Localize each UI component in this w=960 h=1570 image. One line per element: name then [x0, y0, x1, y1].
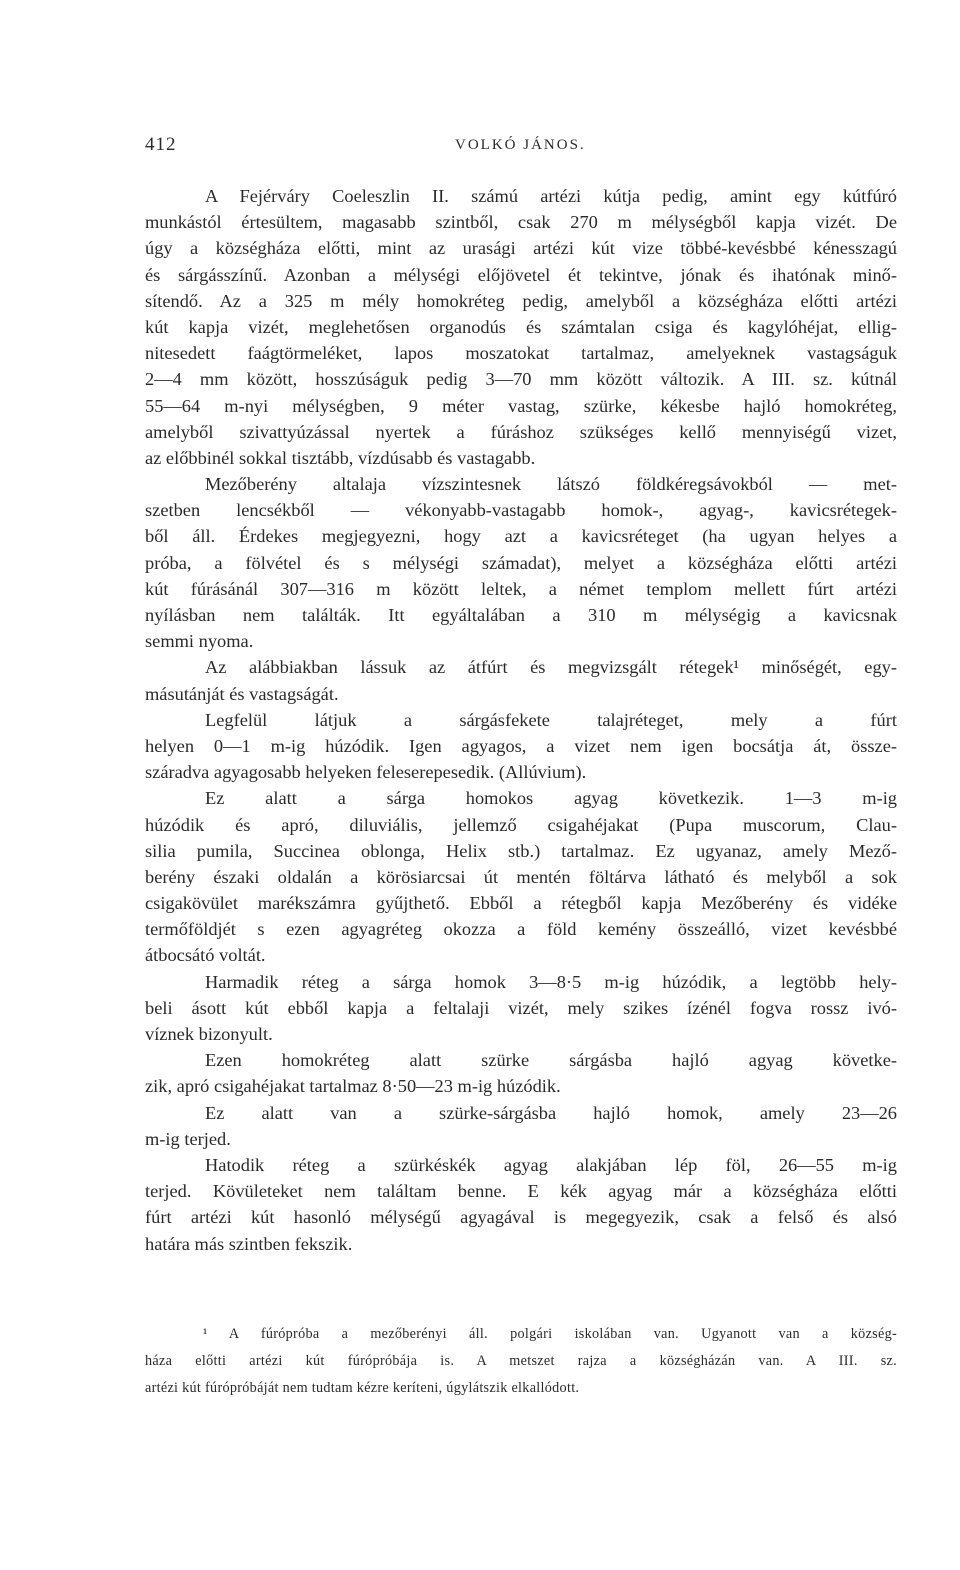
paragraph-line: beli ásott kút ebből kapja a feltalaji vizét, mely szikes ízénél fogva rossz ivó- [145, 997, 897, 1018]
paragraph-line: berény északi oldalán a körösiarcsai út mentén föltárva látható és melyből a sok [145, 866, 897, 887]
footnote-line: háza előtti artézi kút fúrópróbája is. A metszet rajza a községházán van. A III. sz. [145, 1353, 897, 1369]
paragraph-line: Ez alatt a sárga homokos agyag következik. 1—3 m-ig [205, 788, 897, 809]
paragraph-line: terjed. Kövületeket nem találtam benne. E kék agyag már a községháza előtti [145, 1181, 897, 1202]
paragraph-line: húzódik és apró, diluviális, jellemző csigahéjakat (Pupa muscorum, Clau- [145, 814, 897, 835]
paragraph-line: Legfelül látjuk a sárgásfekete talajréteget, mely a fúrt [205, 709, 897, 730]
paragraph-line: szetben lencsékből — vékonyabb-vastagabb homok-, agyag-, kavicsrétegek- [145, 500, 897, 521]
paragraph-line: termőföldjét s ezen agyagréteg okozza a föld kemény összeálló, vizet kevésbbé [145, 919, 897, 940]
page-number: 412 [145, 134, 177, 155]
paragraph-line: csigakövület marékszámra gyűjthető. Ebből a rétegből kapja Mezőberény és vidéke [145, 893, 897, 914]
footnotes [145, 1321, 897, 1402]
paragraph-line: és sárgásszínű. Azonban a mélységi előjövetel ét tekintve, jónak és ihatónak minő- [145, 264, 897, 285]
body-text [145, 183, 897, 1257]
paragraph-line: fúrt artézi kút hasonló mélységű agyagával is megegyezik, csak a felső és alsó [145, 1207, 897, 1228]
paragraph-line: próba, a fölvétel és s mélységi számadat), melyet a községháza előtti artézi [145, 552, 897, 573]
paragraph-line: semmi nyoma. [145, 631, 254, 652]
paragraph-line: másutánját és vastagságát. [145, 683, 339, 704]
footnote-line: ¹ A fúrópróba a mezőberényi áll. polgári iskolában van. Ugyanott van a község- [203, 1326, 897, 1342]
paragraph-line: Mezőberény altalaja vízszintesnek látszó földkéregsávokból — met- [205, 474, 897, 495]
paragraph-line: Hatodik réteg a szürkéskék agyag alakjában lép föl, 26—55 m-ig [205, 1154, 897, 1175]
paragraph-line: Az alábbiakban lássuk az átfúrt és megvizsgált rétegek¹ minőségét, egy- [205, 657, 897, 678]
paragraph-line: kút kapja vizét, meglehetősen organodús és számtalan csiga és kagylóhéjat, ellig- [145, 316, 897, 337]
paragraph-line: helyen 0—1 m-ig húzódik. Igen agyagos, a vizet nem igen bocsátja át, össze- [145, 735, 897, 756]
paragraph-line: átbocsátó voltát. [145, 945, 266, 966]
paragraph-line: munkástól értesültem, magasabb szintből, csak 270 m mélységből kapja vizét. De [145, 212, 897, 233]
paragraph-line: nyílásban nem találták. Itt egyáltalában a 310 m mélységig a kavicsnak [145, 605, 897, 625]
paragraph-line: víznek bizonyult. [145, 1024, 273, 1044]
paragraph-line: Ezen homokréteg alatt szürke sárgásba hajló agyag követke- [205, 1050, 897, 1071]
paragraph-line: m-ig terjed. [145, 1128, 231, 1149]
paragraph-line: A Fejérváry Coeleszlin II. számú artézi kútja pedig, amint egy kútfúró [205, 186, 897, 206]
running-head: VOLKÓ JÁNOS. [455, 137, 586, 153]
paragraph-line: amelyből szivattyúzással nyertek a fúráshoz szükséges kellő mennyiségű vizet, [145, 421, 897, 442]
paragraph-line: száradva agyagosabb helyeken feleserepesedik. (Allúvium). [145, 762, 587, 783]
paragraph-line: silia pumila, Succinea oblonga, Helix stb.) tartalmaz. Ez ugyanaz, amely Mező- [145, 840, 897, 861]
paragraph-line: sítendő. Az a 325 m mély homokréteg pedig, amelyből a községháza előtti artézi [145, 290, 897, 311]
paragraph-line: 55—64 m-nyi mélységben, 9 méter vastag, szürke, kékesbe hajló homokréteg, [145, 395, 897, 416]
paragraph-line: úgy a községháza előtti, mint az urasági artézi kút vize többé-kevésbbé kénesszagú [145, 238, 897, 259]
paragraph-line: Ez alatt van a szürke-sárgásba hajló homok, amely 23—26 [205, 1102, 897, 1123]
paragraph-line: kút fúrásánál 307—316 m között leltek, a német templom mellett fúrt artézi [145, 578, 897, 599]
paragraph-line: az előbbinél sokkal tisztább, vízdúsabb és vastagabb. [145, 447, 536, 468]
footnote-line: artézi kút fúrópróbáját nem tudtam kézre keríteni, úgylátszik elkallódott. [145, 1380, 580, 1396]
paragraph-line: nitesedett faágtörmeléket, lapos moszatokat tartalmaz, amelyeknek vastagságuk [145, 343, 897, 364]
paragraph-line: zik, apró csigahéjakat tartalmaz 8·50—23 m-ig húzódik. [145, 1076, 561, 1097]
paragraph-line: ből áll. Érdekes megjegyezni, hogy azt a kavicsréteget (ha ugyan helyes a [145, 526, 897, 547]
page-header [145, 134, 897, 160]
paragraph-line: Harmadik réteg a sárga homok 3—8·5 m-ig húzódik, a legtöbb hely- [205, 971, 897, 992]
paragraph-line: 2—4 mm között, hosszúságuk pedig 3—70 mm között változik. A III. sz. kútnál [145, 369, 897, 390]
paragraph-line: határa más szintben fekszik. [145, 1233, 353, 1254]
